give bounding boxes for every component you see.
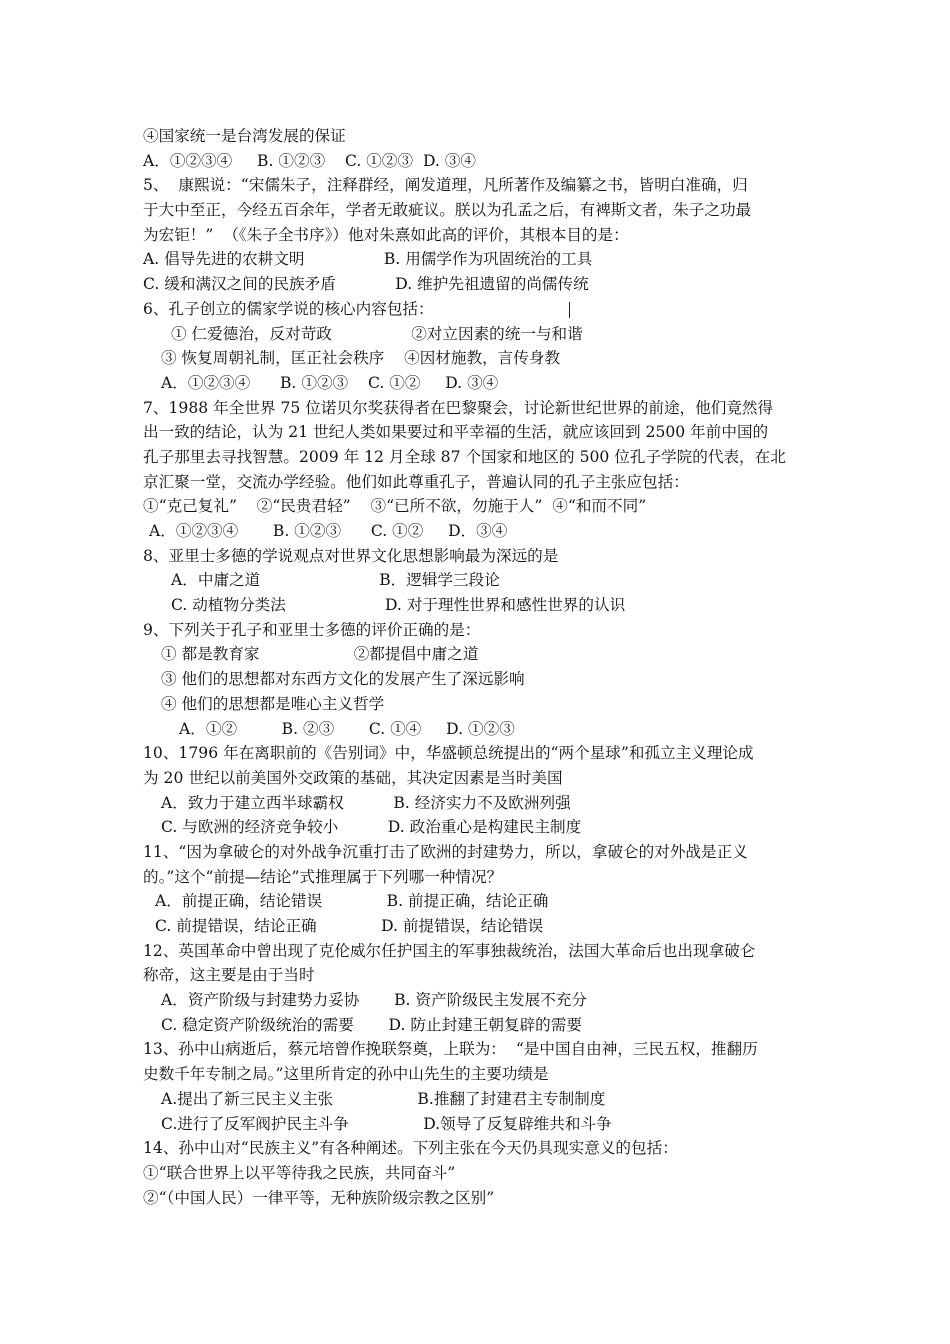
question-13: 13、孙中山病逝后，蔡元培曾作挽联祭奠，上联为： “是中国自由神，三民五权，推翻历 bbox=[143, 1040, 758, 1059]
answer-options: A．①②③④ B. ①②③ C. ①②③ D. ③④ bbox=[143, 151, 477, 170]
text-line: 京汇聚一堂，交流办学经验。他们如此尊重孔子，普遍认同的孔子主张应包括： bbox=[143, 472, 689, 491]
answer-options: C. 与欧洲的经济竞争较小 D. 政治重心是构建民主制度 bbox=[161, 818, 582, 837]
answer-options: C.进行了反军阀护民主斗争 D.领导了反复辟维共和斗争 bbox=[161, 1114, 612, 1133]
answer-options: A．致力于建立西半球霸权 B. 经济实力不及欧洲列强 bbox=[161, 793, 571, 812]
question-9: 9、下列关于孔子和亚里士多德的评价正确的是： bbox=[143, 620, 481, 639]
text-line: ①“联合世界上以平等待我之民族，共同奋斗” bbox=[143, 1163, 456, 1182]
text-line: ③ 恢复周朝礼制，匡正社会秩序 ④因材施教，言传身教 bbox=[161, 349, 561, 368]
text-line: ④国家统一是台湾发展的保证 bbox=[143, 127, 346, 145]
text-line: 于大中至正，今经五百余年，学者无敢疵议。朕以为孔孟之后，有裨斯文者，朱子之功最 bbox=[143, 201, 752, 220]
answer-options: C. 前提错误，结论正确 D. 前提错误，结论错误 bbox=[155, 917, 544, 935]
question-6: 6、孔子创立的儒家学说的核心内容包括： bbox=[143, 299, 434, 318]
answer-options: C. 缓和满汉之间的民族矛盾 D. 维护先祖遗留的尚儒传统 bbox=[143, 275, 589, 294]
question-7: 7、1988 年全世界 75 位诺贝尔奖获得者在巴黎聚会，讨论新世纪世界的前途，他们竟然得 bbox=[143, 398, 774, 417]
text-line: 孔子那里去寻找智慧。2009 年 12 月全球 87 个国家和地区的 500 位孔子学院的代表，在北 bbox=[143, 447, 786, 466]
answer-options: A.提出了新三民主义主张 B.推翻了封建君主专制制度 bbox=[161, 1089, 606, 1108]
answer-options: A．①② B. ②③ C. ①④ D. ①②③ bbox=[179, 719, 515, 738]
text-line: 为宏钜！” （《朱子全书序》）他对朱熹如此高的评价，其根本目的是： bbox=[143, 225, 629, 244]
answer-options: A．前提正确，结论错误 B. 前提正确，结论正确 bbox=[155, 892, 549, 911]
text-line: 为 20 世纪以前美国外交政策的基础，其决定因素是当时美国 bbox=[143, 768, 563, 787]
question-14: 14、孙中山对“民族主义”有各种阐述。下列主张在今天仍具现实意义的包括： bbox=[143, 1139, 678, 1158]
answer-options: C. 动植物分类法 D. 对于理性世界和感性世界的认识 bbox=[171, 596, 626, 615]
text-line: 出一致的结论，认为 21 世纪人类如果要过和平幸福的生活，就应该回到 2500 年前中国的 bbox=[143, 423, 769, 442]
question-12: 12、英国革命中曾出现了克伦威尔任护国主的军事独裁统治，法国大革命后也出现拿破仑 bbox=[143, 941, 756, 960]
answer-options: A. 倡导先进的农耕文明 B. 用儒学作为巩固统治的工具 bbox=[143, 250, 593, 269]
text-line: ④ 他们的思想都是唯心主义哲学 bbox=[161, 694, 385, 713]
answer-options: A．资产阶级与封建势力妥协 B. 资产阶级民主发展不充分 bbox=[161, 991, 587, 1010]
text-line: ②“（中国人民）一律平等，无种族阶级宗教之区别” bbox=[143, 1188, 495, 1207]
answer-options: C. 稳定资产阶级统治的需要 D. 防止封建王朝复辟的需要 bbox=[161, 1015, 582, 1034]
text-line: 史数千年专制之局。”这里所肯定的孙中山先生的主要功绩是 bbox=[143, 1065, 549, 1084]
text-line: 称帝，这主要是由于当时 bbox=[143, 966, 315, 985]
text-line: ③ 他们的思想都对东西方文化的发展产生了深远影响 bbox=[161, 670, 525, 689]
answer-options: A．①②③④ B. ①②③ C. ①② D．③④ bbox=[149, 522, 508, 540]
question-10: 10、1796 年在离职前的《告别词》中，华盛顿总统提出的“两个星球”和孤立主义理论成 bbox=[143, 744, 754, 763]
text-line: 的。”这个“前提—结论”式推理属于下列哪一种情况？ bbox=[143, 867, 503, 886]
text-line: ① 仁爱德治，反对苛政 ②对立因素的统一与和谐 bbox=[171, 324, 583, 343]
question-8: 8、亚里士多德的学说观点对世界文化思想影响最为深远的是 bbox=[143, 546, 559, 565]
answer-options: A．中庸之道 B．逻辑学三段论 bbox=[171, 571, 500, 590]
question-5: 5、 康熙说：“宋儒朱子，注释群经，阐发道理，凡所著作及编纂之书，皆明白准确，归 bbox=[143, 176, 748, 195]
text-line: ①“克己复礼” ②“民贵君轻” ③“已所不欲，勿施于人” ④“和而不同” bbox=[143, 497, 647, 516]
text-line: ① 都是教育家 ②都提倡中庸之道 bbox=[161, 645, 479, 664]
question-11: 11、“因为拿破仑的对外战争沉重打击了欧洲的封建势力，所以，拿破仑的对外战是正义 bbox=[143, 842, 748, 861]
answer-options: A．①②③④ B. ①②③ C. ①② D. ③④ bbox=[161, 373, 499, 392]
document-body bbox=[143, 124, 815, 1210]
